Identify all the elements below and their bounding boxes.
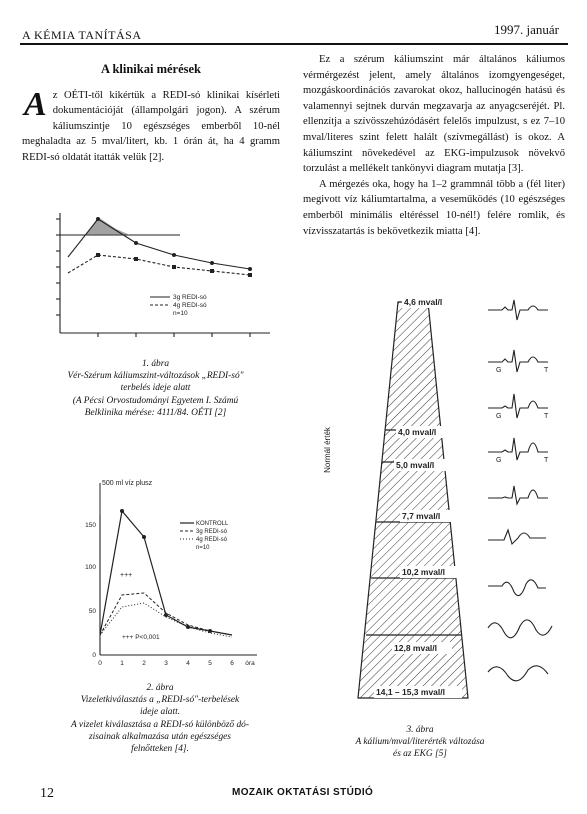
fig3-caption-line1: A kálium/mval/literérték változása [355,737,485,748]
fig3-caption-line2: és az EKG [5] [393,749,447,760]
fig1-caption-line2: terbelés ideje alatt [120,383,191,394]
fig2-caption-line1: Vizeletkiválasztás a „REDI-só"-terbelések [80,695,240,706]
fig3-level-7-7: 7,7 mval/l [402,511,441,521]
fig2-x-tick-5: 5 [208,660,212,667]
fig2-y-tick-0: 0 [92,652,96,659]
figure-2-chart [62,475,272,675]
fig2-x-unit: óra [245,660,255,667]
publisher: MOZAIK OKTATÁSI STÚDIÓ [232,787,374,798]
fig2-y-tick-50: 50 [88,608,96,615]
fig3-level-4-6: 4,6 mval/l [404,297,443,307]
fig2-markers [120,509,212,633]
fig2-significance-marks: +++ [120,572,133,579]
drop-cap: A [24,85,47,123]
fig3-caption-num: 3. ábra [406,725,434,735]
fig1-markers [96,217,252,277]
section-title: A klinikai mérések [100,62,201,76]
fig2-caption-line4: zisainak alkalmazása után egészséges [89,731,231,742]
journal-title: A KÉMIA TANÍTÁSA [22,28,142,42]
fig2-x-tick-0: 0 [98,660,102,667]
svg-text:T: T [544,413,549,420]
fig2-legend-kontroll: KONTROLL [196,521,229,527]
fig2-legend-n: n=10 [196,545,210,551]
fig2-y-tick-150: 150 [85,522,96,529]
fig3-level-14-1: 14,1 – 15,3 mval/l [376,687,445,697]
figure-2-caption [40,682,280,755]
fig3-level-5-0: 5,0 mval/l [396,460,435,470]
left-column [22,62,280,166]
fig2-caption-num: 2. ábra [146,683,174,693]
fig1-caption-line4: Belklinika mérése: 4111/84. OÉTI [2] [84,407,227,418]
fig3-y-label: Normál érték [323,427,332,473]
fig2-caption-line5: felnőtteken [4]. [131,744,189,755]
fig1-caption-num: 1. ábra [141,359,170,369]
svg-text:G: G [496,457,502,464]
paragraph-symptoms: Ez a szérum káliumszint már általános káliumos vérmérgezést jelent, amely általános izomgyengeséget, mozgáskoordinációs zavarokat okoz, hallucinogén hatású és valamennyi sejtnek durván megzavarja az anyagcseréjét. Pl. ellenzítja a szívösszehúzódásért felelős impulzust, s ez 7–10 mval/literes szint felett halált (szívmegállást) is okoz. A káliumszint növekedével az EKG-impulzusok növekvő torzulást a mellékelt tankönyvi diagram mutatja [3]. [303,54,565,175]
fig2-x-tick-2: 2 [142,660,146,667]
fig2-pvalue: +++ P<0,001 [122,634,160,641]
page-number: 12 [40,786,54,801]
svg-text:T: T [544,457,549,464]
fig2-annotation: 500 ml víz plusz [102,480,153,487]
intro-text: z OÉTI-től kikértük a REDI-só klinikai kísérleti dokumentációját (állampolgári jogon). A szérum káliumszintje 10 egészséges emberből 10-nél meghaladta az 5 mval/litert, kb. 1 órán át, ha 4 gramm REDI-só oldatát itatták velük [2]. [22,89,280,163]
svg-text:G: G [496,367,502,374]
fig1-y-ticks [56,219,60,315]
fig1-x-ticks [98,333,250,337]
fig2-x-tick-6: 6 [230,660,234,667]
fig1-legend-4g: 4g REDI-só [173,302,207,309]
fig3-level-10-2: 10,2 mval/l [402,567,446,577]
fig3-ecg-traces [488,300,552,681]
fig2-y-tick-100: 100 [85,564,96,571]
fig3-level-4-0: 4,0 mval/l [398,427,437,437]
fig3-level-12-8: 12,8 mval/l [394,643,438,653]
svg-text:T: T [544,367,549,374]
issue-date: 1997. január [494,22,559,37]
figure-3-diagram [318,290,568,710]
fig2-caption-line3: A vizelet kiválasztása a REDI-só különböző dó- [71,719,249,730]
fig2-legend-3g: 3g REDI-só [196,529,228,535]
fig2-caption-line2: ideje alatt. [139,707,181,718]
fig2-x-tick-1: 1 [120,660,124,667]
fig1-legend-n: n=10 [173,310,188,317]
right-column [303,52,565,239]
figure-1-caption [28,358,283,419]
fig1-caption-line3: (A Pécsi Orvostudományi Egyetem I. Számú [72,395,239,406]
fig1-legend-3g: 3g REDI-só [173,294,207,301]
fig1-caption-line1: Vér-Szérum káliumszint-változások „REDI-só" [67,371,244,382]
fig2-x-tick-4: 4 [186,660,190,667]
fig3-ecg-wave-labels [496,367,549,464]
fig2-legend-4g: 4g REDI-só [196,537,228,543]
header-rule [20,43,568,45]
fig3-triangle [358,302,468,698]
figure-3-caption [330,724,510,761]
svg-text:G: G [496,413,502,420]
intro-paragraph [22,85,280,166]
paragraph-cause: A mérgezés oka, hogy ha 1–2 grammnál több a (fél liter) megivott víz káliumtartalma, a veseműködés (10 egészséges emberből minimális eltéréssel 10-nél!) felére romlik, és vízvisszatartás is bekövetkezik miatta [4]. [303,178,565,237]
fig2-x-tick-3: 3 [164,660,168,667]
figure-1-chart [30,205,280,355]
